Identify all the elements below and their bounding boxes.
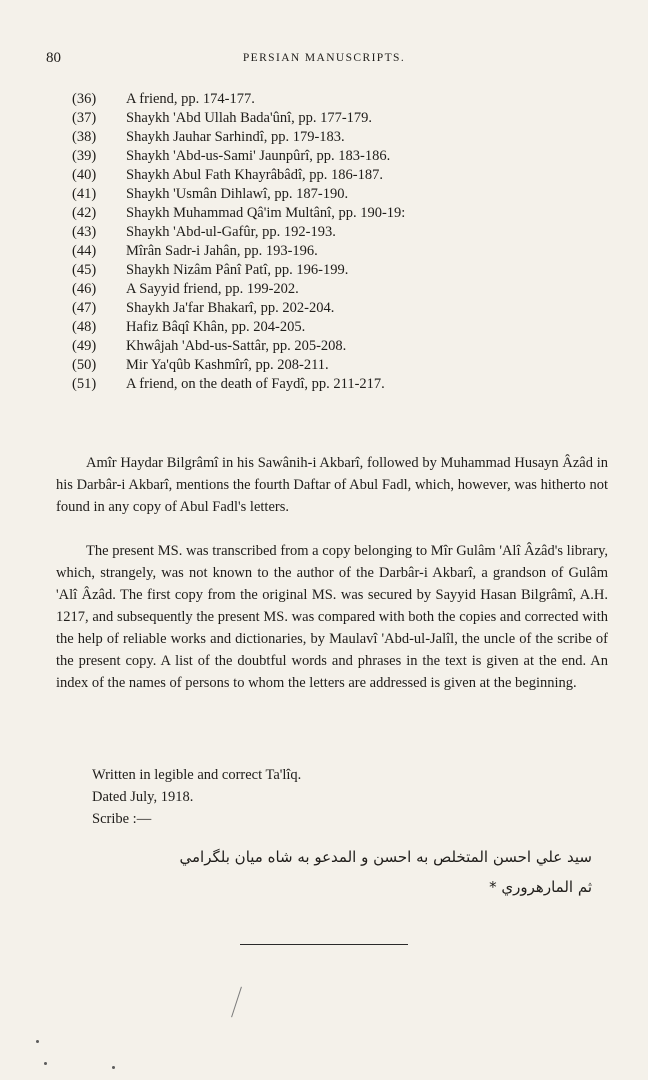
list-item [72, 375, 612, 394]
paragraph-fourth-daftar [56, 452, 608, 518]
item-number: (36) [72, 91, 97, 107]
item-number: (41) [72, 186, 97, 202]
item-number: (47) [72, 300, 97, 316]
list-item [72, 280, 612, 299]
manuscript-contents-list [72, 90, 612, 394]
item-text: A Sayyid friend, pp. 199-202. [126, 281, 299, 297]
paragraph-text: Amîr Haydar Bilgrâmî in his Sawânih-i Akbarî, followed by Muhammad Husayn Âzâd in his Darbâr-i Akbarî, mentions the fourth Daftar of Abul Fadl, which, however, was hitherto not found in any copy of Abul Fadl's letters. [56, 455, 608, 515]
list-item [72, 147, 612, 166]
date-note: Dated July, 1918. [92, 789, 194, 805]
item-text: Shaykh 'Abd-us-Sami' Jaunpûrî, pp. 183-186. [126, 148, 391, 164]
page-number: 80 [46, 50, 61, 66]
item-text: Mir Ya'qûb Kashmîrî, pp. 208-211. [126, 357, 329, 373]
paragraph-ms-description [56, 540, 608, 694]
item-number: (43) [72, 224, 97, 240]
scribe-label: Scribe :— [92, 811, 152, 827]
item-number: (46) [72, 281, 97, 297]
item-text: Shaykh Abul Fath Khayrâbâdî, pp. 186-187. [126, 167, 383, 183]
ink-speck [44, 1062, 47, 1065]
item-text: Mîrân Sadr-i Jahân, pp. 193-196. [126, 243, 318, 259]
ink-speck [36, 1040, 39, 1043]
pen-stroke-mark [231, 987, 242, 1018]
item-number: (45) [72, 262, 97, 278]
item-number: (37) [72, 110, 97, 126]
item-text: Hafiz Bâqî Khân, pp. 204-205. [126, 319, 306, 335]
scribe-name-persian-line-2: ثم المارهروري * [489, 878, 592, 896]
list-item [72, 109, 612, 128]
list-item [72, 299, 612, 318]
list-item [72, 261, 612, 280]
section-divider [240, 944, 408, 945]
list-item [72, 223, 612, 242]
paragraph-text: The present MS. was transcribed from a copy belonging to Mîr Gulâm 'Alî Âzâd's library, which, strangely, was not known to the author of the Darbâr-i Akbarî, a grandson of Gulâm 'Alî Âzâd. The first copy from the original MS. was secured by Sayyid Hasan Bilgrâmî, A.H. 1217, and subsequently the present MS. was compared with both the copies and corrected with the help of reliable works and dictionaries, by Maulavî 'Abd-ul-Jalîl, the uncle of the scribe of the present copy. A list of the doubtful words and phrases in the text is given at the end. An index of the names of persons to whom the letters are addressed is given at the beginning. [56, 543, 608, 691]
item-number: (48) [72, 319, 97, 335]
item-text: A friend, pp. 174-177. [126, 91, 255, 107]
item-text: Shaykh 'Usmân Dihlawî, pp. 187-190. [126, 186, 349, 202]
item-text: Shaykh Muhammad Qâ'im Multânî, pp. 190-19: [126, 205, 406, 221]
list-item [72, 90, 612, 109]
list-item [72, 166, 612, 185]
list-item [72, 356, 612, 375]
item-text: A friend, on the death of Faydî, pp. 211-217. [126, 376, 385, 392]
item-text: Khwâjah 'Abd-us-Sattâr, pp. 205-208. [126, 338, 347, 354]
item-text: Shaykh Ja'far Bhakarî, pp. 202-204. [126, 300, 335, 316]
ink-speck [112, 1066, 115, 1069]
item-number: (44) [72, 243, 97, 259]
running-head: PERSIAN MANUSCRIPTS. [242, 52, 406, 64]
item-number: (40) [72, 167, 97, 183]
item-number: (39) [72, 148, 97, 164]
list-item [72, 128, 612, 147]
item-text: Shaykh 'Abd-ul-Gafûr, pp. 192-193. [126, 224, 336, 240]
list-item [72, 204, 612, 223]
item-text: Shaykh Nizâm Pânî Patî, pp. 196-199. [126, 262, 349, 278]
list-item [72, 242, 612, 261]
item-number: (51) [72, 376, 97, 392]
script-note: Written in legible and correct Ta'lîq. [92, 767, 302, 783]
list-item [72, 185, 612, 204]
item-number: (38) [72, 129, 97, 145]
list-item [72, 318, 612, 337]
item-number: (49) [72, 338, 97, 354]
scribe-name-persian-line-1: سید علي احسن المتخلص به احسن و المدعو به شاه میان بلگرامي [179, 848, 592, 866]
item-text: Shaykh 'Abd Ullah Bada'ûnî, pp. 177-179. [126, 110, 373, 126]
list-item [72, 337, 612, 356]
item-number: (50) [72, 357, 97, 373]
item-text: Shaykh Jauhar Sarhindî, pp. 179-183. [126, 129, 345, 145]
item-number: (42) [72, 205, 97, 221]
